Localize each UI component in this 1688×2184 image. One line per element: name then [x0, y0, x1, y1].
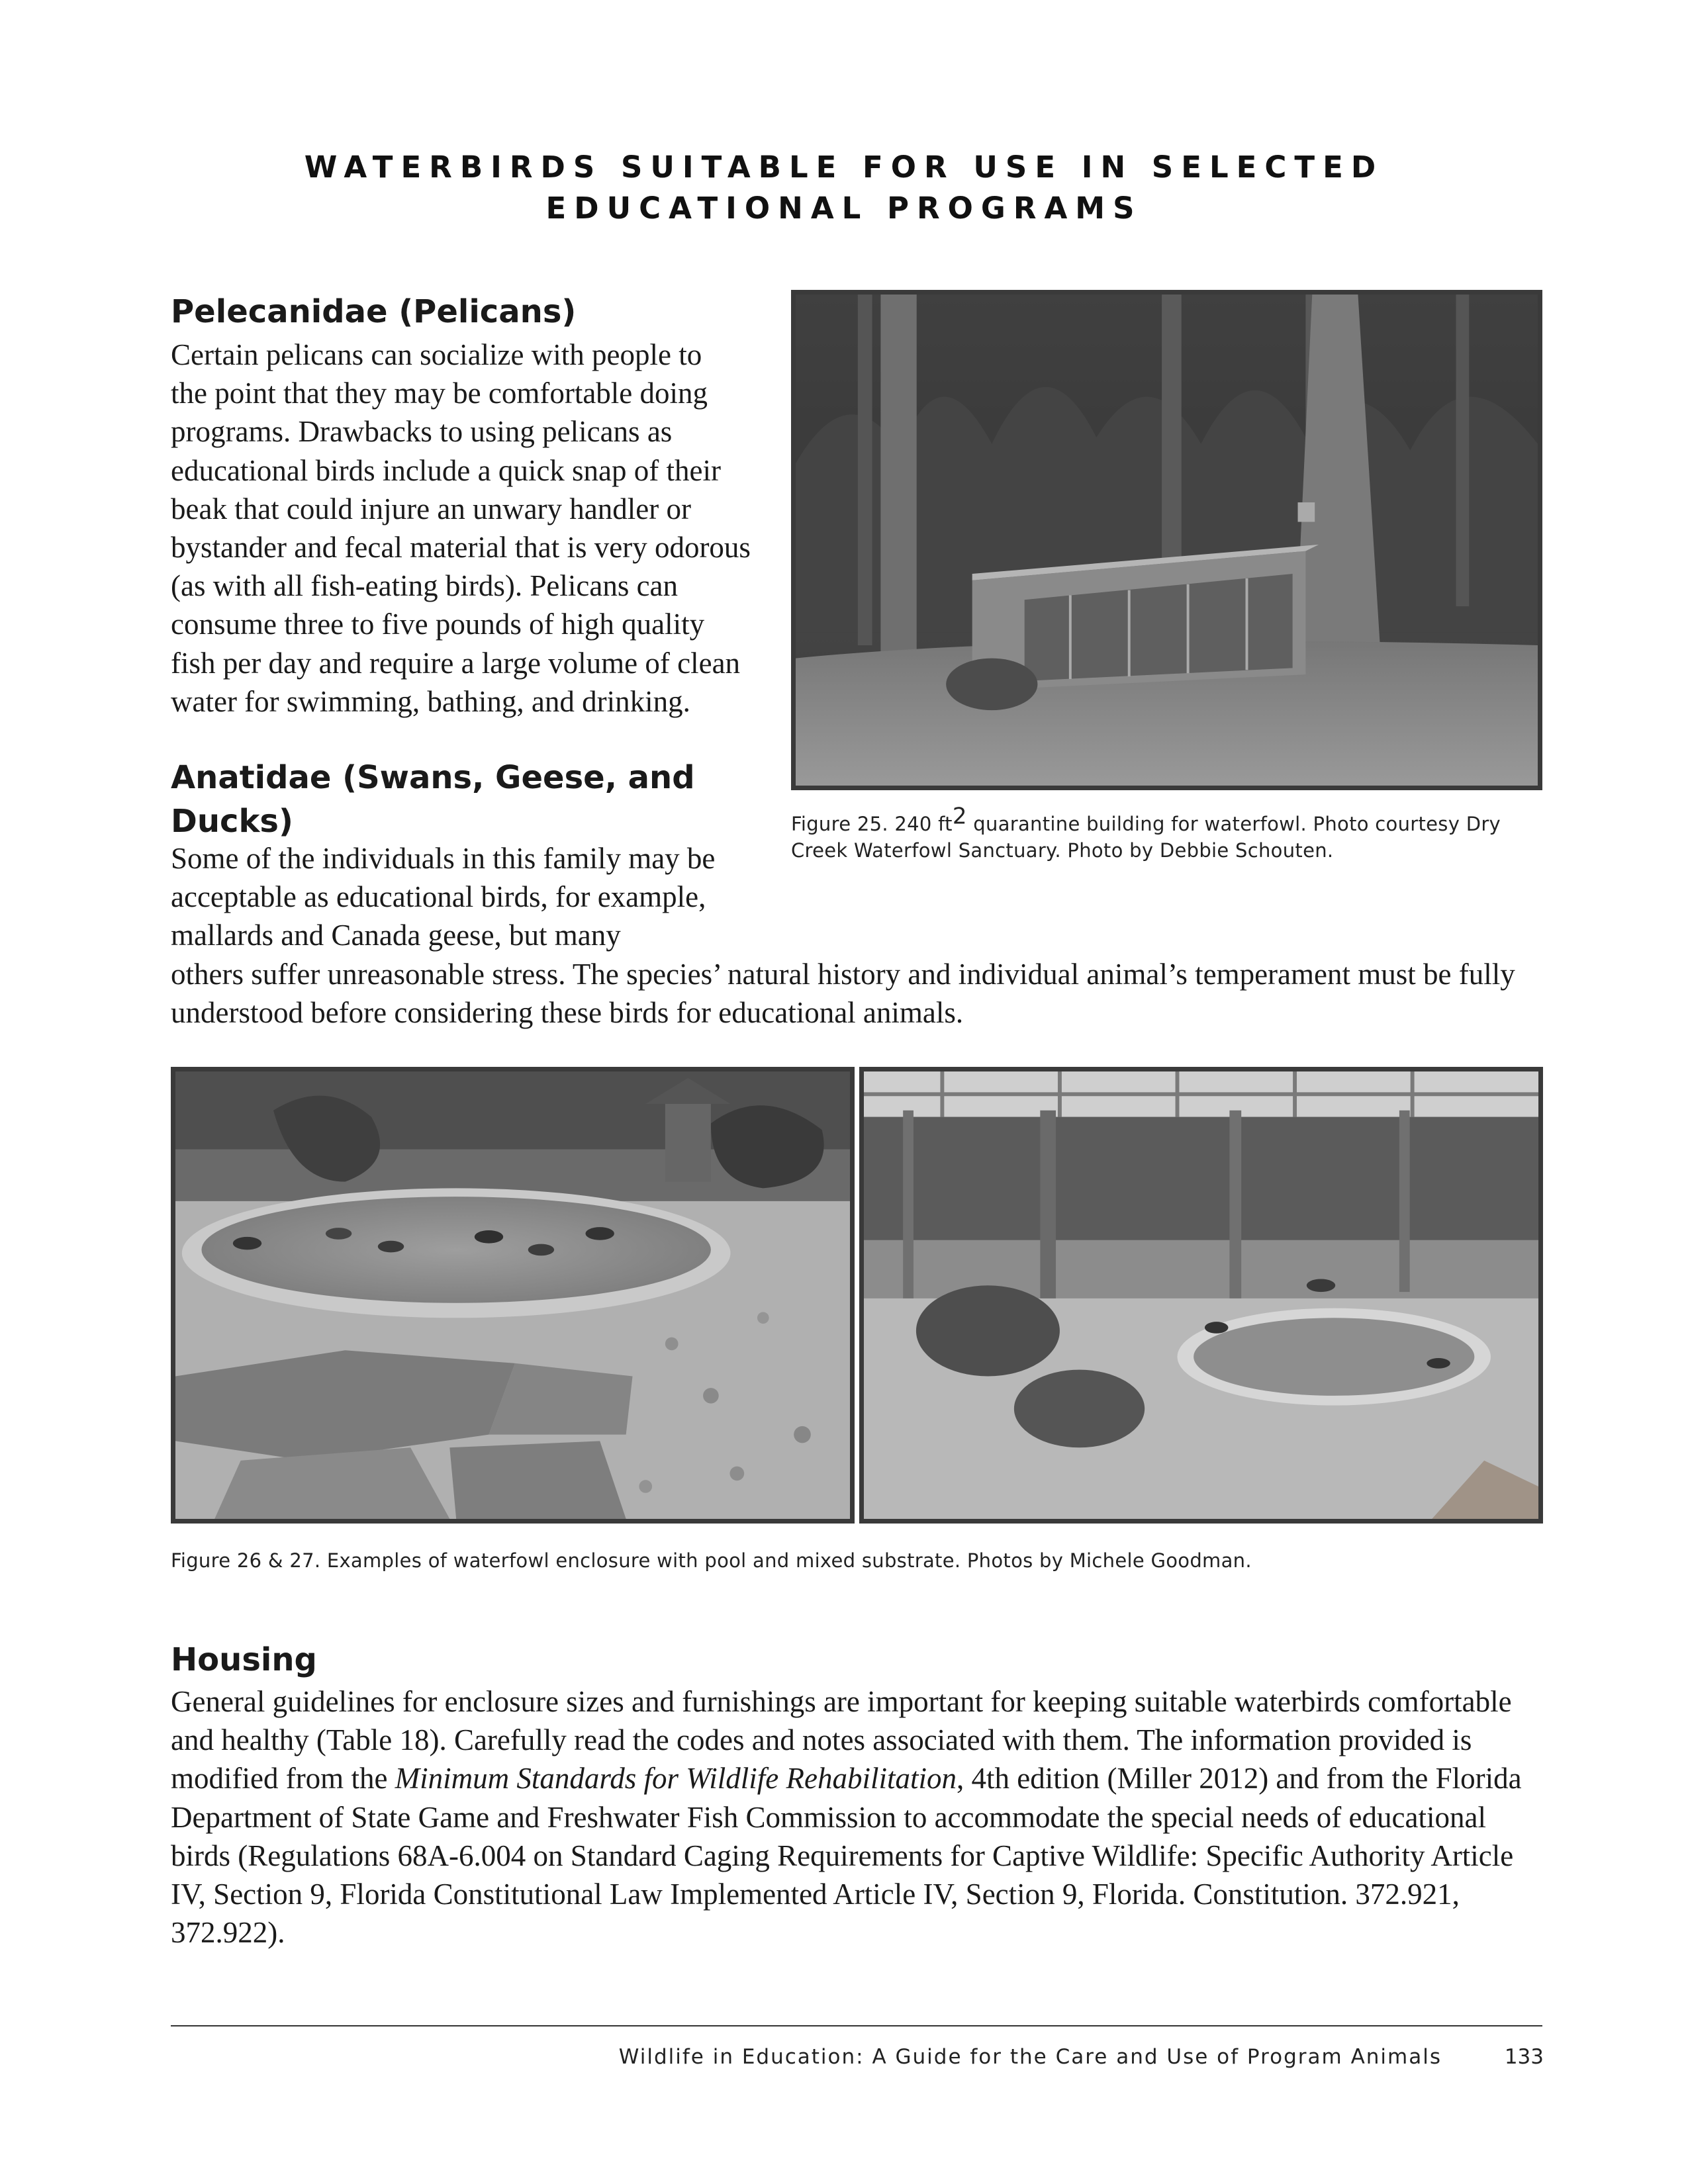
anatidae-line: others suffer unreasonable stress. The species’ natural history and individual animal’s temperament must be fully [171, 957, 1515, 991]
pelicans-line: the point that they may be comfortable doing [171, 377, 708, 410]
pelicans-line: water for swimming, bathing, and drinking. [171, 684, 690, 718]
page-title [0, 147, 1688, 229]
figure-25-caption-pre: Figure 25. 240 ft [791, 813, 953, 835]
pelicans-line: educational birds include a quick snap of their [171, 453, 721, 487]
waterfowl-pond-illustration [175, 1071, 850, 1519]
pelicans-line: fish per day and require a large volume of clean [171, 646, 741, 680]
anatidae-line: mallards and Canada geese, but many [171, 919, 621, 952]
footer-book-title: Wildlife in Education: A Guide for the Care and Use of Program Animals [618, 2045, 1442, 2069]
anatidae-line: Some of the individuals in this family may be [171, 842, 716, 875]
pelicans-paragraph [171, 336, 833, 721]
housing-line: IV, Section 9, Florida Constitutional Law Implemented Article IV, Section 9, Florida. Constitution. 372.921, [171, 1878, 1460, 1911]
pelicans-line: programs. Drawbacks to using pelicans as [171, 415, 673, 449]
quarantine-building-illustration [796, 295, 1538, 786]
anatidae-line: acceptable as educational birds, for example, [171, 880, 706, 914]
housing-heading: Housing [171, 1641, 317, 1678]
figure-26-27-caption: Figure 26 & 27. Examples of waterfowl enclosure with pool and mixed substrate. Photos by Michele Goodman. [171, 1549, 1252, 1572]
housing-paragraph [171, 1682, 1561, 1952]
housing-line: birds (Regulations 68A-6.004 on Standard Caging Requirements for Captive Wildlife: Specific Authority Article [171, 1839, 1514, 1872]
page-title-line-1: WATERBIRDS SUITABLE FOR USE IN SELECTED [304, 150, 1384, 185]
minimum-standards-title: Minimum Standards for Wildlife Rehabilitation [395, 1762, 957, 1796]
housing-line: Department of State Game and Freshwater Fish Commission to accommodate the special needs of educational [171, 1800, 1486, 1834]
anatidae-heading [171, 756, 767, 843]
figure-25-photo [791, 290, 1542, 790]
footer-divider [171, 2025, 1542, 2026]
pelicans-line: beak that could injure an unwary handler or [171, 492, 691, 525]
anatidae-heading-line-2: Ducks) [171, 803, 293, 840]
housing-line-3-pre: modified from the [171, 1762, 395, 1796]
covered-enclosure-illustration [864, 1071, 1538, 1519]
anatidae-line: understood before considering these birds for educational animals. [171, 995, 964, 1029]
pelicans-line: bystander and fecal material that is very odorous [171, 531, 751, 565]
anatidae-paragraph [171, 839, 1554, 1032]
pelicans-line: (as with all fish-eating birds). Pelicans can [171, 569, 679, 603]
page-number: 133 [1504, 2045, 1544, 2069]
page-title-line-2: EDUCATIONAL PROGRAMS [545, 191, 1143, 226]
housing-line-3-post: , 4th edition (Miller 2012) and from the Florida [957, 1762, 1522, 1796]
pelicans-line: consume three to five pounds of high quality [171, 608, 705, 641]
pelicans-heading: Pelecanidae (Pelicans) [171, 293, 577, 330]
figure-26-photo [171, 1067, 855, 1524]
pelicans-line: Certain pelicans can socialize with people to [171, 338, 702, 371]
housing-line [171, 1759, 1561, 1797]
figure-27-photo [859, 1067, 1543, 1524]
figure-25-caption-line-1 [791, 803, 1546, 837]
figure-25-caption-post: quarantine building for waterfowl. Photo courtesy Dry [966, 813, 1501, 835]
anatidae-heading-line-1: Anatidae (Swans, Geese, and [171, 759, 695, 796]
figure-25-caption-superscript: 2 [952, 803, 967, 830]
figure-25-caption-line-2: Creek Waterfowl Sanctuary. Photo by Debbie Schouten. [791, 839, 1334, 862]
housing-line: 372.922). [171, 1916, 285, 1950]
housing-line: General guidelines for enclosure sizes and furnishings are important for keeping suitable waterbirds comfortable [171, 1685, 1512, 1718]
housing-line: and healthy (Table 18). Carefully read the codes and notes associated with them. The information provided is [171, 1723, 1472, 1757]
